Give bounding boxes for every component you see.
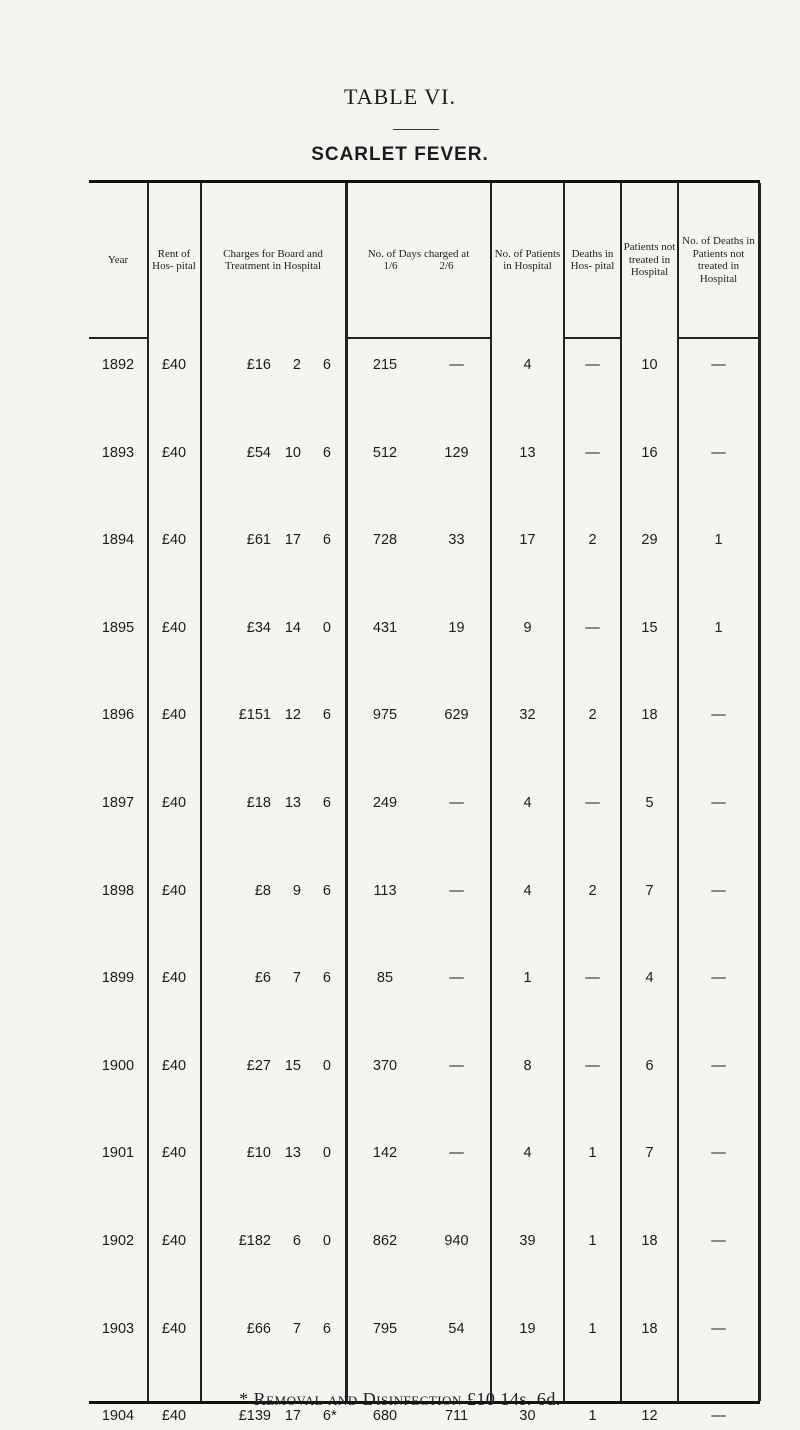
charge-pounds: £182: [238, 1233, 271, 1249]
header-rule: [89, 337, 147, 339]
cell-charges: [201, 357, 339, 379]
cell-charges: [201, 620, 339, 642]
cell-rent: £40: [161, 1057, 187, 1074]
cell-patients: 1: [523, 970, 532, 987]
cell-not-treated: 12: [641, 1408, 658, 1425]
cell-deaths: 2: [588, 882, 597, 899]
cell-deaths-not-treated: —: [711, 882, 726, 899]
charge-shillings: 15: [284, 1057, 301, 1074]
cell-not-treated: 18: [641, 707, 658, 724]
charge-pence: 6: [322, 1320, 331, 1337]
cell-days-1-6: 85: [376, 970, 394, 987]
cell-deaths: —: [585, 970, 600, 987]
cell-days-2-6: —: [449, 970, 464, 987]
cell-patients: 39: [519, 1233, 536, 1249]
cell-charges: [201, 970, 339, 992]
charge-pence: 6: [322, 882, 331, 899]
charge-pounds: £66: [246, 1320, 271, 1337]
cell-not-treated: 10: [641, 357, 658, 373]
charge-shillings: 17: [284, 532, 301, 549]
cell-year: 1902: [101, 1233, 135, 1249]
charge-shillings: 13: [284, 795, 301, 811]
charge-pence: 6: [322, 970, 331, 987]
charge-shillings: 14: [284, 619, 301, 636]
header-not-treated: Patients not treated in Hospital: [623, 241, 676, 279]
cell-not-treated: 5: [645, 795, 654, 811]
cell-days-2-6: —: [449, 1057, 464, 1074]
charge-note: [331, 445, 339, 467]
cell-days-1-6: 431: [372, 619, 398, 636]
charge-pence: 6: [322, 707, 331, 724]
table-title: SCARLET FEVER.: [311, 144, 489, 165]
cell-deaths: 1: [588, 1145, 597, 1162]
footnote: [0, 1389, 800, 1410]
cell-rent: £40: [161, 1320, 187, 1337]
charge-pence: 6: [322, 795, 331, 811]
cell-days-2-6: —: [449, 882, 464, 899]
charge-note: [331, 620, 339, 642]
cell-days-2-6: 629: [444, 707, 469, 724]
cell-patients: 4: [523, 1145, 532, 1162]
cell-days-1-6: 795: [372, 1320, 398, 1337]
cell-not-treated: 4: [645, 970, 654, 987]
footnote-amount: £10 14s. 6d.: [466, 1389, 561, 1409]
charge-shillings: 13: [284, 1145, 301, 1162]
cell-deaths-not-treated: —: [711, 1408, 726, 1425]
cell-charges: [201, 445, 339, 467]
charge-shillings: 2: [292, 357, 301, 373]
header-charges: Charges for Board and Treatment in Hospital: [223, 247, 323, 272]
charge-shillings: 17: [284, 1408, 301, 1425]
cell-year: 1893: [101, 444, 135, 461]
charge-note: [331, 357, 339, 379]
header-days-label: No. of Days charged at: [367, 247, 470, 260]
footnote-text: Removal and Disinfection: [253, 1389, 462, 1409]
title-rule: [393, 129, 439, 130]
charge-shillings: 7: [292, 970, 301, 987]
cell-deaths-not-treated: —: [711, 1320, 726, 1337]
cell-rent: £40: [161, 619, 187, 636]
cell-rent: £40: [161, 357, 187, 373]
charge-pounds: £16: [246, 357, 271, 373]
charge-pounds: £8: [254, 882, 271, 899]
charge-pence: 0: [322, 1057, 331, 1074]
cell-days-2-6: 711: [444, 1408, 469, 1425]
cell-days-2-6: 19: [448, 619, 465, 636]
cell-charges: [201, 707, 339, 729]
cell-year: 1898: [101, 882, 135, 899]
charge-pence: 0: [322, 1233, 331, 1249]
cell-deaths-not-treated: 1: [714, 619, 723, 636]
header-rule: [345, 337, 490, 339]
cell-days-2-6: 129: [444, 444, 469, 461]
charge-pounds: £18: [246, 795, 271, 811]
cell-days-2-6: 54: [448, 1320, 465, 1337]
charge-note: [331, 883, 339, 905]
header-days-rates: [384, 260, 454, 273]
cell-deaths-not-treated: —: [711, 444, 726, 461]
cell-days-2-6: —: [449, 1145, 464, 1162]
cell-days-1-6: 975: [372, 707, 398, 724]
cell-rent: £40: [161, 1408, 187, 1425]
cell-rent: £40: [161, 707, 187, 724]
header-rule: [677, 337, 758, 339]
charge-pounds: £61: [246, 532, 271, 549]
cell-charges: [201, 1058, 339, 1080]
cell-deaths-not-treated: —: [711, 970, 726, 987]
header-year: Year: [107, 253, 129, 266]
charge-pence: 6: [322, 444, 331, 461]
cell-days-2-6: 940: [444, 1233, 469, 1249]
cell-patients: 8: [523, 1057, 532, 1074]
cell-year: 1892: [101, 357, 135, 373]
charge-note: [331, 1145, 339, 1167]
cell-charges: [201, 883, 339, 905]
charge-shillings: 6: [292, 1233, 301, 1249]
cell-not-treated: 18: [641, 1233, 658, 1249]
cell-deaths: 1: [588, 1320, 597, 1337]
charge-note: [331, 707, 339, 729]
table-number: TABLE VI.: [344, 84, 456, 109]
charge-note: [331, 532, 339, 554]
header-days: [347, 183, 490, 337]
cell-not-treated: 7: [645, 882, 654, 899]
cell-deaths-not-treated: —: [711, 1233, 726, 1249]
cell-days-1-6: 512: [372, 444, 398, 461]
cell-patients: 4: [523, 357, 532, 373]
cell-deaths: —: [585, 795, 600, 811]
footnote-marker: *: [239, 1389, 249, 1409]
charge-shillings: 7: [292, 1320, 301, 1337]
charge-note: [331, 1233, 339, 1255]
charge-pence: 6: [322, 357, 331, 373]
cell-deaths-not-treated: —: [711, 707, 726, 724]
cell-year: 1903: [101, 1320, 135, 1337]
header-rule: [563, 337, 620, 339]
charge-shillings: 10: [284, 444, 301, 461]
cell-charges: [201, 1233, 339, 1255]
charge-note: [331, 970, 339, 992]
cell-charges: [201, 532, 339, 554]
cell-year: 1904: [101, 1408, 135, 1425]
cell-not-treated: 6: [645, 1057, 654, 1074]
charge-note: [331, 795, 339, 817]
cell-rent: £40: [161, 970, 187, 987]
cell-deaths-not-treated: —: [711, 1145, 726, 1162]
cell-patients: 4: [523, 882, 532, 899]
cell-patients: 17: [519, 532, 536, 549]
charge-shillings: 12: [284, 707, 301, 724]
cell-days-2-6: 33: [448, 532, 465, 549]
charge-pence: 0: [322, 619, 331, 636]
cell-charges: [201, 1145, 339, 1167]
cell-days-1-6: 142: [372, 1145, 398, 1162]
cell-not-treated: 15: [641, 619, 658, 636]
cell-deaths-not-treated: 1: [714, 532, 723, 549]
cell-deaths-not-treated: —: [711, 795, 726, 811]
cell-rent: £40: [161, 444, 187, 461]
cell-not-treated: 29: [641, 532, 658, 549]
cell-deaths: —: [585, 619, 600, 636]
scarlet-fever-table: [89, 180, 760, 1425]
cell-deaths-not-treated: —: [711, 357, 726, 373]
cell-days-1-6: 370: [372, 1057, 398, 1074]
charge-pence: 6: [322, 1408, 331, 1425]
cell-deaths: 1: [588, 1408, 597, 1425]
cell-deaths: 2: [588, 532, 597, 549]
cell-year: 1897: [101, 795, 135, 811]
cell-deaths-not-treated: —: [711, 1057, 726, 1074]
cell-charges: [201, 1408, 339, 1430]
cell-rent: £40: [161, 532, 187, 549]
cell-days-1-6: 215: [372, 357, 398, 373]
header-patients: No. of Patients in Hospital: [494, 247, 561, 272]
cell-deaths: —: [585, 1057, 600, 1074]
header-deaths-not-treated: No. of Deaths in Patients not treated in Hospital: [682, 235, 755, 285]
cell-rent: £40: [161, 795, 187, 811]
header-days-rate-1: 1/6: [383, 260, 398, 272]
cell-days-1-6: 249: [372, 795, 398, 811]
cell-not-treated: 16: [641, 444, 658, 461]
table-right-border: [758, 183, 761, 1401]
cell-not-treated: 18: [641, 1320, 658, 1337]
cell-deaths: 1: [588, 1233, 597, 1249]
header-days-rate-2: 2/6: [439, 260, 454, 272]
cell-year: 1896: [101, 707, 135, 724]
cell-year: 1895: [101, 619, 135, 636]
cell-deaths: —: [585, 444, 600, 461]
cell-patients: 32: [519, 707, 536, 724]
cell-deaths: 2: [588, 707, 597, 724]
cell-patients: 19: [519, 1320, 536, 1337]
charge-pence: 6: [322, 532, 331, 549]
cell-days-1-6: 728: [372, 532, 398, 549]
cell-not-treated: 7: [645, 1145, 654, 1162]
charge-pounds: £27: [246, 1057, 271, 1074]
charge-pounds: £151: [238, 707, 271, 724]
cell-patients: 9: [523, 619, 532, 636]
cell-rent: £40: [161, 1233, 187, 1249]
charge-pounds: £34: [246, 619, 271, 636]
charge-note: *: [331, 1408, 337, 1425]
charge-pounds: £139: [238, 1408, 271, 1425]
cell-days-1-6: 862: [372, 1233, 398, 1249]
cell-patients: 30: [519, 1408, 536, 1425]
cell-charges: [201, 795, 339, 817]
cell-days-2-6: —: [449, 357, 464, 373]
cell-patients: 4: [523, 795, 532, 811]
charge-note: [331, 1058, 339, 1080]
cell-deaths: —: [585, 357, 600, 373]
charge-pounds: £54: [246, 444, 271, 461]
cell-patients: 13: [519, 444, 536, 461]
cell-year: 1901: [101, 1145, 135, 1162]
charge-pence: 0: [322, 1145, 331, 1162]
charge-pounds: £6: [254, 970, 271, 987]
header-rent: Rent of Hos- pital: [152, 247, 196, 272]
cell-year: 1894: [101, 532, 135, 549]
cell-days-2-6: —: [449, 795, 464, 811]
cell-rent: £40: [161, 882, 187, 899]
cell-year: 1899: [101, 970, 135, 987]
cell-days-1-6: 680: [372, 1408, 398, 1425]
charge-pounds: £10: [246, 1145, 271, 1162]
header-deaths: Deaths in Hos- pital: [570, 247, 615, 272]
charge-shillings: 9: [292, 882, 301, 899]
cell-rent: £40: [161, 1145, 187, 1162]
cell-year: 1900: [101, 1057, 135, 1074]
cell-days-1-6: 113: [373, 882, 397, 899]
